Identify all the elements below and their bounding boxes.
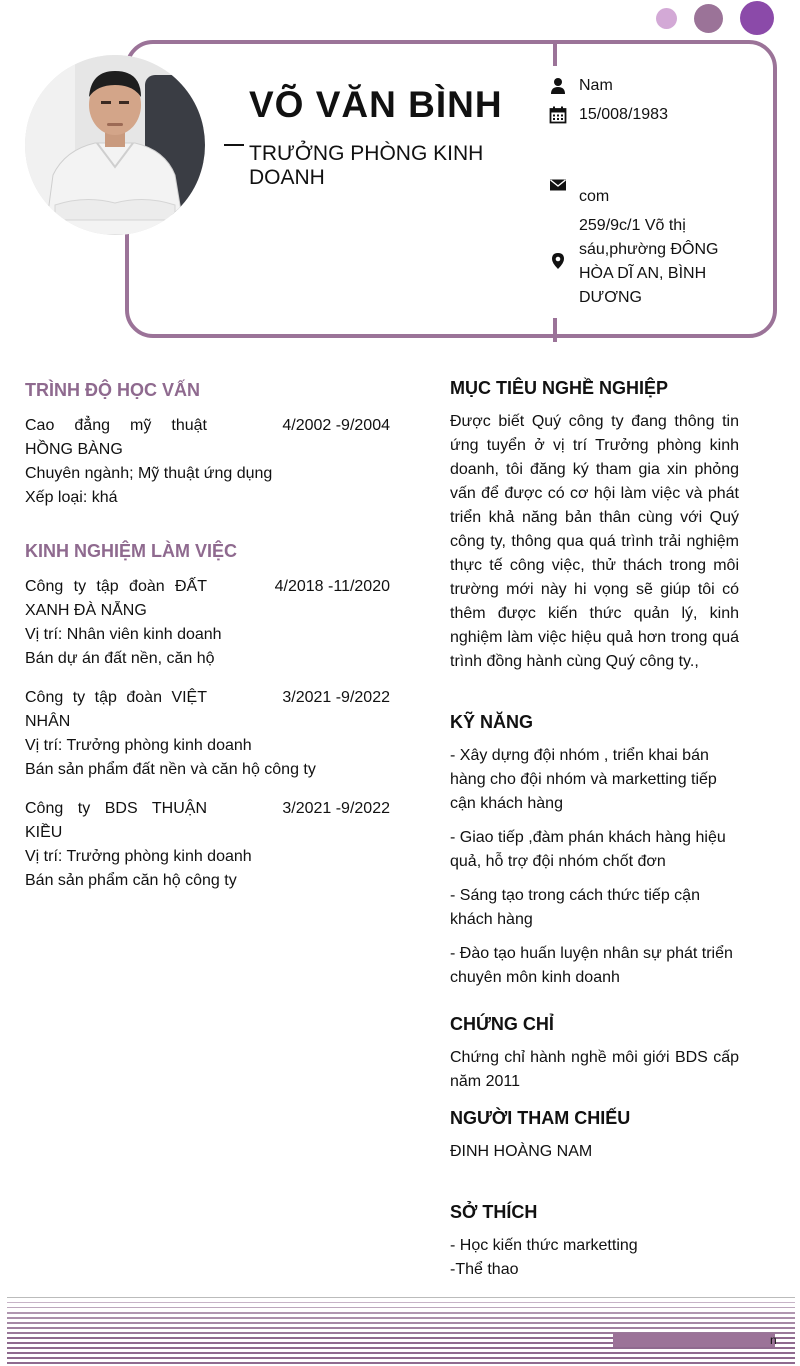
experience-description: Bán sản phẩm đất nền và căn hộ công ty	[25, 761, 316, 778]
header-divider-top	[553, 40, 557, 66]
experience-title: KINH NGHIỆM LÀM VIỆC	[25, 541, 238, 561]
calendar-icon	[549, 106, 567, 124]
header-divider-bottom	[553, 318, 557, 342]
experience-dates: 3/2021 -9/2022	[282, 689, 390, 706]
certificates-title: CHỨNG CHỈ	[450, 1014, 554, 1034]
avatar-photo	[25, 55, 205, 235]
hobby-item: -Thể thao	[450, 1261, 519, 1278]
skills-list	[450, 744, 739, 1000]
hobbies-title: SỞ THÍCH	[450, 1202, 538, 1222]
skill-item: - Đào tạo huấn luyện nhân sự phát triển chuyên môn kinh doanh	[450, 945, 733, 986]
footer-mark: n	[770, 1333, 777, 1347]
education-row	[25, 414, 390, 462]
experience-description: Bán dự án đất nền, căn hộ	[25, 650, 215, 667]
experience-item	[25, 686, 390, 782]
skill-item: - Sáng tạo trong cách thức tiếp cận khách hàng	[450, 887, 700, 928]
objective-title: MỤC TIÊU NGHỀ NGHIỆP	[450, 378, 669, 398]
person-icon	[549, 77, 567, 95]
gender-text: Nam	[579, 77, 613, 94]
candidate-role: TRƯỞNG PHÒNG KINH DOANH	[249, 142, 484, 189]
avatar	[25, 55, 205, 235]
experience-dates: 3/2021 -9/2022	[282, 800, 390, 817]
email-text[interactable]: com	[579, 188, 610, 205]
skills-title: KỸ NĂNG	[450, 712, 534, 732]
education-grade: Xếp loại: khá	[25, 489, 118, 506]
hobbies-list	[450, 1234, 739, 1282]
experience-company: Công ty tập đoàn ĐẤT XANH ĐÀ NẴNG	[25, 578, 207, 619]
map-pin-icon	[549, 252, 567, 270]
address-text: 259/9c/1 Võ thị sáu,phường ĐÔNG HÒA DĨ AN, BÌNH DƯƠNG	[579, 217, 719, 306]
decor-dot-small	[656, 8, 677, 29]
experience-company: Công ty BDS THUẬN KIỀU	[25, 800, 207, 841]
decor-dot-large	[740, 1, 774, 35]
footer-stripes	[7, 1297, 795, 1366]
education-school: Cao đẳng mỹ thuật HỒNG BÀNG	[25, 417, 207, 458]
references-text: ĐINH HOÀNG NAM	[450, 1143, 593, 1160]
education-major: Chuyên ngành; Mỹ thuật ứng dụng	[25, 465, 273, 482]
education-section	[25, 414, 390, 510]
experience-item	[25, 575, 390, 671]
hobby-item: - Học kiến thức marketting	[450, 1237, 638, 1254]
education-dates: 4/2002 -9/2004	[282, 417, 390, 434]
footer-bar	[613, 1333, 775, 1347]
experience-position: Vị trí: Trưởng phòng kinh doanh	[25, 737, 252, 754]
experience-description: Bán sản phẩm căn hộ công ty	[25, 872, 237, 889]
decor-dot-medium	[694, 4, 723, 33]
experience-dates: 4/2018 -11/2020	[274, 578, 390, 595]
experience-position: Vị trí: Nhân viên kinh doanh	[25, 626, 222, 643]
birthdate-text: 15/008/1983	[579, 106, 668, 123]
skill-item: - Giao tiếp ,đàm phán khách hàng hiệu quả, hỗ trợ đội nhóm chốt đơn	[450, 829, 726, 870]
experience-position: Vị trí: Trưởng phòng kinh doanh	[25, 848, 252, 865]
experience-item	[25, 797, 390, 893]
experience-company: Công ty tập đoàn VIỆT NHÂN	[25, 689, 207, 730]
education-title: TRÌNH ĐỘ HỌC VẤN	[25, 380, 200, 400]
envelope-icon	[549, 176, 567, 194]
objective-text: Được biết Quý công ty đang thông tin ứng tuyển ở vị trí Trưởng phòng kinh doanh, tôi đăng ký tham gia xin phỏng vấn để được có cơ hội làm việc và phát triển khả năng bản thân cùng với Quý công ty, thông qua quá trình trải nghiệm thực tế công việc, thử thách trong môi trường mới này hi vọng sẽ giúp tôi có thêm được kiến thức quản lý, kinh nghiệm làm việc hiệu quả hơn trong quá trình đồng hành cùng Quý công ty.,	[450, 413, 739, 670]
candidate-name: VÕ VĂN BÌNH	[249, 84, 503, 125]
references-title: NGƯỜI THAM CHIẾU	[450, 1108, 631, 1128]
certificates-text: Chứng chỉ hành nghề môi giới BDS cấp năm 2011	[450, 1049, 739, 1090]
skill-item: - Xây dựng đội nhóm , triển khai bán hàng cho đội nhóm và marketting tiếp cận khách hàng	[450, 747, 717, 812]
title-dash	[224, 144, 244, 146]
